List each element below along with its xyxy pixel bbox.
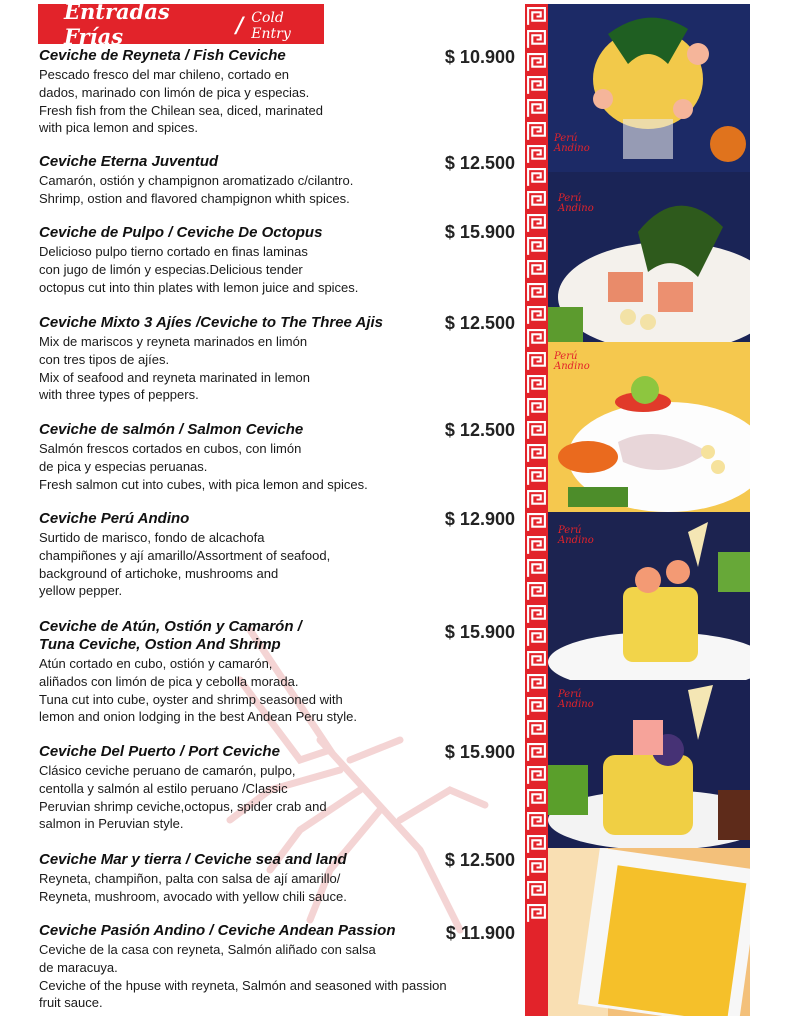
logo-line-2: Andino — [554, 143, 590, 154]
greek-key-icon — [526, 52, 547, 73]
greek-key-icon — [526, 558, 547, 579]
item-description: Salmón frescos cortados en cubos, con limón de pica y especias peruanas. Fresh salmon cut into cubes, with pica lemon and spices. — [39, 441, 368, 492]
greek-key-icon — [526, 305, 547, 326]
logo-line-1: Perú — [554, 351, 578, 362]
greek-key-icon — [526, 673, 547, 694]
item-title: Ceviche Perú Andino — [39, 510, 190, 527]
item-title: Ceviche de Pulpo / Ceviche De Octopus — [39, 224, 323, 241]
greek-key-icon — [526, 512, 547, 533]
greek-key-icon — [526, 581, 547, 602]
brand-logo — [558, 194, 594, 214]
menu-item — [39, 851, 509, 906]
section-title: Entradas Frías — [64, 0, 170, 49]
greek-key-icon — [526, 29, 547, 50]
menu-item — [39, 224, 509, 296]
item-title: Ceviche Mixto 3 Ajíes /Ceviche to The Three Ajis — [39, 314, 383, 331]
greek-key-icon — [526, 420, 547, 441]
logo-line-2: Andino — [558, 699, 594, 710]
logo-line-1: Perú — [554, 133, 578, 144]
item-description: Camarón, ostión y champignon aromatizado c/cilantro. Shrimp, ostion and flavored champignon whith spices. — [39, 173, 354, 206]
brand-logo — [554, 134, 590, 154]
item-title: Ceviche de Atún, Ostión y Camarón / Tuna Ceviche, Ostion And Shrimp — [39, 618, 302, 653]
item-price: $ 12.500 — [444, 313, 515, 333]
item-description: Clásico ceviche peruano de camarón, pulpo, centolla y salmón al estilo peruano /Classic Peruvian shrimp ceviche,octopus, spider crab and salmon in Peruvian style. — [39, 763, 327, 832]
item-title: Ceviche de salmón / Salmon Ceviche — [39, 421, 304, 438]
item-price: $ 12.500 — [444, 420, 515, 440]
greek-key-icon — [526, 236, 547, 257]
greek-key-icon — [526, 788, 547, 809]
item-price: $ 15.900 — [444, 622, 515, 642]
item-price: $ 15.900 — [444, 742, 515, 762]
menu-item — [39, 153, 509, 208]
photo-column — [548, 4, 750, 1016]
menu-item — [39, 47, 509, 137]
greek-key-icon — [526, 811, 547, 832]
greek-key-icon — [526, 282, 547, 303]
greek-key-icon — [526, 190, 547, 211]
logo-line-1: Perú — [558, 193, 582, 204]
greek-key-icon — [526, 328, 547, 349]
greek-key-icon — [526, 489, 547, 510]
item-price: $ 11.900 — [445, 923, 515, 943]
item-price: $ 12.500 — [444, 153, 515, 173]
greek-key-icon — [526, 696, 547, 717]
item-description: Atún cortado en cubo, ostión y camarón, aliñados con limón de pica y cebolla morada. Tuna cut into cube, oyster and shrimp seasoned with lemon and onion lodging in the best Andean Peru style. — [39, 656, 358, 725]
greek-key-icon — [526, 604, 547, 625]
menu-item — [39, 618, 509, 726]
item-price: $ 12.500 — [444, 850, 515, 870]
logo-line-1: Perú — [558, 689, 582, 700]
item-title: Ceviche Eterna Juventud — [39, 153, 219, 170]
decorative-border — [525, 4, 548, 1016]
logo-line-2: Andino — [554, 361, 590, 372]
greek-key-icon — [526, 765, 547, 786]
logo-line-2: Andino — [558, 203, 594, 214]
greek-key-icon — [526, 719, 547, 740]
item-price: $ 15.900 — [444, 222, 515, 242]
greek-key-icon — [526, 121, 547, 142]
passion-ceviche-photo — [548, 848, 750, 1016]
menu-item — [39, 743, 509, 833]
menu-item — [39, 314, 509, 404]
item-title: Ceviche Pasión Andino / Ceviche Andean Passion — [39, 922, 396, 939]
greek-key-icon — [526, 259, 547, 280]
item-description: Reyneta, champiñon, palta con salsa de ají amarillo/ Reyneta, mushroom, avocado with yellow chili sauce. — [39, 871, 347, 904]
greek-key-icon — [526, 650, 547, 671]
brand-logo — [558, 526, 594, 546]
logo-line-1: Perú — [558, 525, 582, 536]
item-description: Pescado fresco del mar chileno, cortado en dados, marinado con limón de pica y especias. Fresh fish from the Chilean sea, diced, marinated with pica lemon and spices. — [39, 67, 323, 136]
greek-key-icon — [526, 535, 547, 556]
item-description: Mix de mariscos y reyneta marinados en limón con tres tipos de ajíes. Mix of seafood and reyneta marinated in lemon with three types of peppers. — [39, 334, 310, 403]
greek-key-icon — [526, 351, 547, 372]
greek-key-icon — [526, 834, 547, 855]
greek-key-icon — [526, 627, 547, 648]
section-subtitle: Cold Entry — [251, 10, 291, 42]
menu-item — [39, 510, 509, 600]
greek-key-icon — [526, 144, 547, 165]
greek-key-icon — [526, 374, 547, 395]
greek-key-icon — [526, 167, 547, 188]
item-description: Delicioso pulpo tierno cortado en finas laminas con jugo de limón y especias.Delicious tender octopus cut into thin plates with lemon juice and spices. — [39, 244, 359, 295]
greek-key-icon — [526, 880, 547, 901]
greek-key-icon — [526, 75, 547, 96]
greek-key-icon — [526, 397, 547, 418]
item-description: Ceviche de la casa con reyneta, Salmón aliñado con salsa de maracuya. Ceviche of the hpuse with reyneta, Salmón and seasoned with passion fruit sauce. — [39, 942, 447, 1011]
logo-line-2: Andino — [558, 535, 594, 546]
item-description: Surtido de marisco, fondo de alcachofa champiñones y ají amarillo/Assortment of seafood, background of artichoke, mushrooms and yellow pepper. — [39, 530, 331, 599]
item-title: Ceviche Mar y tierra / Ceviche sea and land — [39, 851, 347, 868]
greek-key-icon — [526, 443, 547, 464]
title-separator: / — [235, 11, 244, 37]
section-header — [38, 0, 324, 49]
item-price: $ 10.900 — [444, 47, 515, 67]
item-title: Ceviche Del Puerto / Port Ceviche — [39, 743, 280, 760]
menu-item — [39, 421, 509, 493]
greek-key-icon — [526, 903, 547, 924]
greek-key-icon — [526, 6, 547, 27]
greek-key-icon — [526, 742, 547, 763]
item-title: Ceviche de Reyneta / Fish Ceviche — [39, 47, 286, 64]
brand-logo — [554, 352, 590, 372]
greek-key-icon — [526, 213, 547, 234]
greek-key-icon — [526, 857, 547, 878]
greek-key-icon — [526, 98, 547, 119]
greek-key-icon — [526, 466, 547, 487]
brand-logo — [558, 690, 594, 710]
item-price: $ 12.900 — [444, 509, 515, 529]
